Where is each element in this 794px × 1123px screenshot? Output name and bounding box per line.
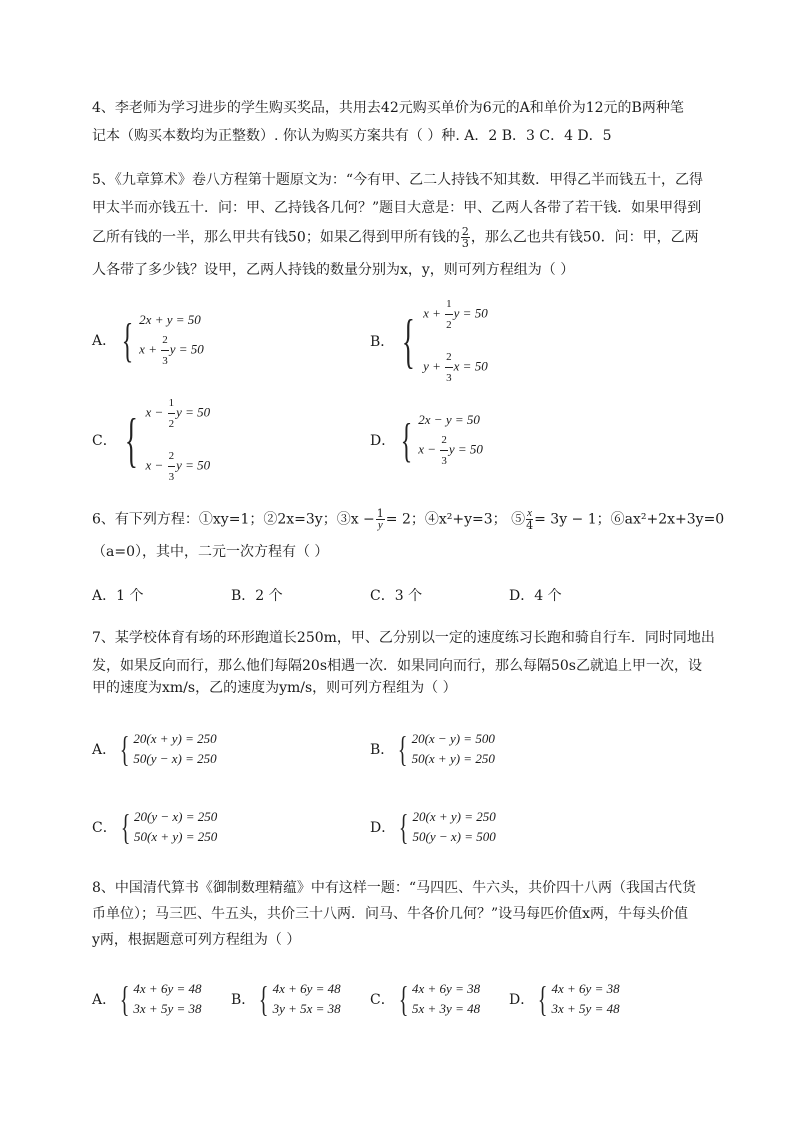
brace-icon: { bbox=[120, 729, 130, 769]
q6-option-a[interactable]: A．1 个 bbox=[92, 588, 144, 604]
q5-option-a-label: A． bbox=[92, 333, 117, 349]
q5-a-eq1: 2x + y = 50 bbox=[139, 311, 201, 327]
q8-d-eq2: 3x + 5y = 48 bbox=[551, 1001, 620, 1016]
q5-b-eq1: x + $\frac{1}{2}$ y = 50 bbox=[423, 294, 488, 335]
q5-fraction bbox=[461, 226, 470, 249]
q7-a-eq2: 50(y − x) = 250 bbox=[133, 751, 217, 766]
q5-frac-num: 2 bbox=[461, 225, 469, 238]
q7-d-eq2: 50(y − x) = 500 bbox=[412, 829, 496, 844]
q5-option-c[interactable] bbox=[92, 397, 211, 483]
q5-option-d[interactable] bbox=[370, 410, 483, 470]
q7-d-eq1: 20(x + y) = 250 bbox=[412, 809, 496, 824]
q6-option-b[interactable]: B．2 个 bbox=[231, 588, 283, 604]
q7-option-b-label: B． bbox=[370, 742, 395, 758]
q7-b-eq2: 50(x + y) = 250 bbox=[411, 751, 495, 766]
q8-option-b[interactable] bbox=[231, 978, 341, 1020]
q5-option-c-label: C． bbox=[92, 433, 117, 449]
q7-option-a-label: A． bbox=[92, 742, 117, 758]
q6-line1 bbox=[92, 508, 724, 531]
q6-line2: （a=0），其中，二元一次方程有（ ） bbox=[92, 544, 329, 560]
q7-b-eq1: 20(x − y) = 500 bbox=[411, 731, 495, 746]
q7-option-a[interactable] bbox=[92, 728, 217, 770]
q6-option-c[interactable]: C．3 个 bbox=[370, 588, 423, 604]
q6-fraction-1: $\frac{1}{y}$ bbox=[376, 507, 384, 531]
q7-option-d-equations bbox=[413, 807, 496, 847]
brace-icon: { bbox=[120, 979, 130, 1019]
q5-b-eq2: y + $\frac{2}{3}$ x = 50 bbox=[423, 347, 488, 388]
q7-option-c[interactable] bbox=[92, 806, 217, 848]
q5-option-c-equations bbox=[146, 393, 211, 487]
q7-c-eq2: 50(x + y) = 250 bbox=[134, 829, 218, 844]
q8-d-eq1: 4x + 6y = 38 bbox=[551, 981, 620, 996]
q8-option-b-label: B． bbox=[231, 992, 256, 1008]
brace-icon: { bbox=[538, 979, 548, 1019]
q8-c-eq2: 5x + 3y = 48 bbox=[412, 1001, 481, 1016]
q5-c-eq1: x − $\frac{1}{2}$ y = 50 bbox=[146, 393, 211, 434]
q7-a-eq1: 20(x + y) = 250 bbox=[133, 731, 217, 746]
q8-option-a[interactable] bbox=[92, 978, 202, 1020]
q8-option-c-equations bbox=[412, 979, 480, 1019]
q7-option-b-equations bbox=[412, 729, 495, 769]
q4-line2: 记本（购买本数均为正整数）. 你认为购买方案共有（ ）种. A．2 B．3 C．4 D．5 bbox=[92, 128, 612, 144]
q7-option-a-equations bbox=[133, 729, 216, 769]
brace-icon: { bbox=[121, 313, 134, 367]
q8-b-eq2: 3y + 5x = 38 bbox=[272, 1001, 341, 1016]
q8-option-a-label: A． bbox=[92, 992, 117, 1008]
q5-option-b-label: B． bbox=[370, 334, 395, 350]
q5-a-eq2: x + $\frac{2}{3}$ y = 50 bbox=[139, 330, 204, 371]
q8-line3: y两，根据题意可列方程组为（ ） bbox=[92, 932, 301, 948]
q5-line3-text-b: ，那么乙也共有钱50．问：甲，乙两 bbox=[470, 229, 699, 246]
brace-icon: { bbox=[402, 307, 416, 374]
q5-option-a[interactable] bbox=[92, 310, 204, 370]
q8-a-eq1: 4x + 6y = 48 bbox=[133, 981, 202, 996]
q5-option-d-equations bbox=[418, 410, 483, 471]
brace-icon: { bbox=[400, 413, 413, 467]
q7-line3: 甲的速度为xm/s，乙的速度为ym/s，则可列方程组为（ ） bbox=[92, 680, 457, 696]
q5-option-b[interactable] bbox=[370, 298, 488, 384]
q5-d-eq2: x − $\frac{2}{3}$ y = 50 bbox=[418, 430, 483, 471]
q8-b-eq1: 4x + 6y = 48 bbox=[272, 981, 341, 996]
q8-c-eq1: 4x + 6y = 38 bbox=[412, 981, 481, 996]
brace-icon: { bbox=[259, 979, 269, 1019]
brace-icon: { bbox=[398, 729, 408, 769]
brace-icon: { bbox=[398, 979, 409, 1019]
brace-icon: { bbox=[399, 807, 409, 847]
q5-frac-den: 3 bbox=[461, 237, 469, 250]
q5-c-eq2: x − $\frac{2}{3}$ y = 50 bbox=[146, 446, 211, 487]
q8-line1: 8、中国清代算书《御制数理精蕴》中有这样一题：“马四匹、牛六头，共价四十八两（我国古代货 bbox=[92, 880, 697, 896]
q5-line3 bbox=[92, 226, 699, 249]
q8-option-a-equations bbox=[133, 979, 201, 1019]
q4-line1: 4、李老师为学习进步的学生购买奖品，共用去42元购买单价为6元的A和单价为12元的B两种笔 bbox=[92, 100, 684, 116]
q5-line1: 5、《九章算术》卷八方程第十题原文为：“今有甲、乙二人持钱不知其数．甲得乙半而钱五十，乙得 bbox=[92, 172, 704, 188]
q5-d-eq1: 2x − y = 50 bbox=[418, 411, 480, 427]
q6-line1-text-c: = 3y − 1；⑥ax²+2x+3y=0 bbox=[534, 511, 725, 528]
q6-fraction-2: $\frac{x}{4}$ bbox=[526, 507, 534, 532]
q7-line2: 发，如果反向而行，那么他们每隔20s相遇一次．如果同向而行，那么每隔50s乙就追上甲一次，设 bbox=[92, 658, 702, 674]
q7-option-d[interactable] bbox=[370, 806, 496, 848]
q6-line1-text-a: 6、有下列方程：①xy=1；②2x=3y；③x − bbox=[92, 511, 375, 528]
q5-option-a-equations bbox=[139, 310, 204, 371]
q7-option-d-label: D． bbox=[370, 820, 396, 836]
q5-option-b-equations bbox=[423, 294, 488, 388]
brace-icon: { bbox=[124, 406, 138, 473]
q5-line2: 甲太半而亦钱五十．问：甲、乙持钱各几何？”题目大意是：甲、乙两人各带了若干钱．如果甲得到 bbox=[92, 200, 702, 216]
q6-option-d[interactable]: D．4 个 bbox=[509, 588, 562, 604]
q5-line3-text-a: 乙所有钱的一半，那么甲共有钱50；如果乙得到甲所有钱的 bbox=[92, 229, 460, 246]
q8-option-d-label: D． bbox=[509, 992, 535, 1008]
q6-line1-text-b: = 2；④x²+y=3； ⑤ bbox=[385, 511, 526, 528]
q5-line4: 人各带了多少钱？设甲，乙两人持钱的数量分别为x，y，则可列方程组为（ ） bbox=[92, 262, 575, 278]
q8-option-c-label: C． bbox=[370, 992, 395, 1008]
q8-line2: 币单位）；马三匹、牛五头，共价三十八两．问马、牛各价几何？”设马每匹价值x两，牛每头价值 bbox=[92, 906, 689, 922]
q7-option-b[interactable] bbox=[370, 728, 495, 770]
q5-option-d-label: D． bbox=[370, 433, 396, 449]
q8-option-b-equations bbox=[273, 979, 341, 1019]
q7-c-eq1: 20(y − x) = 250 bbox=[134, 809, 218, 824]
q8-option-d-equations bbox=[552, 979, 620, 1019]
q7-option-c-label: C． bbox=[92, 820, 117, 836]
brace-icon: { bbox=[120, 807, 131, 847]
q8-a-eq2: 3x + 5y = 38 bbox=[133, 1001, 202, 1016]
q8-option-c[interactable] bbox=[370, 978, 480, 1020]
q7-line1: 7、某学校体育有场的环形跑道长250m，甲、乙分别以一定的速度练习长跑和骑自行车．同时同地出 bbox=[92, 630, 715, 646]
q7-option-c-equations bbox=[134, 807, 217, 847]
q8-option-d[interactable] bbox=[509, 978, 620, 1020]
